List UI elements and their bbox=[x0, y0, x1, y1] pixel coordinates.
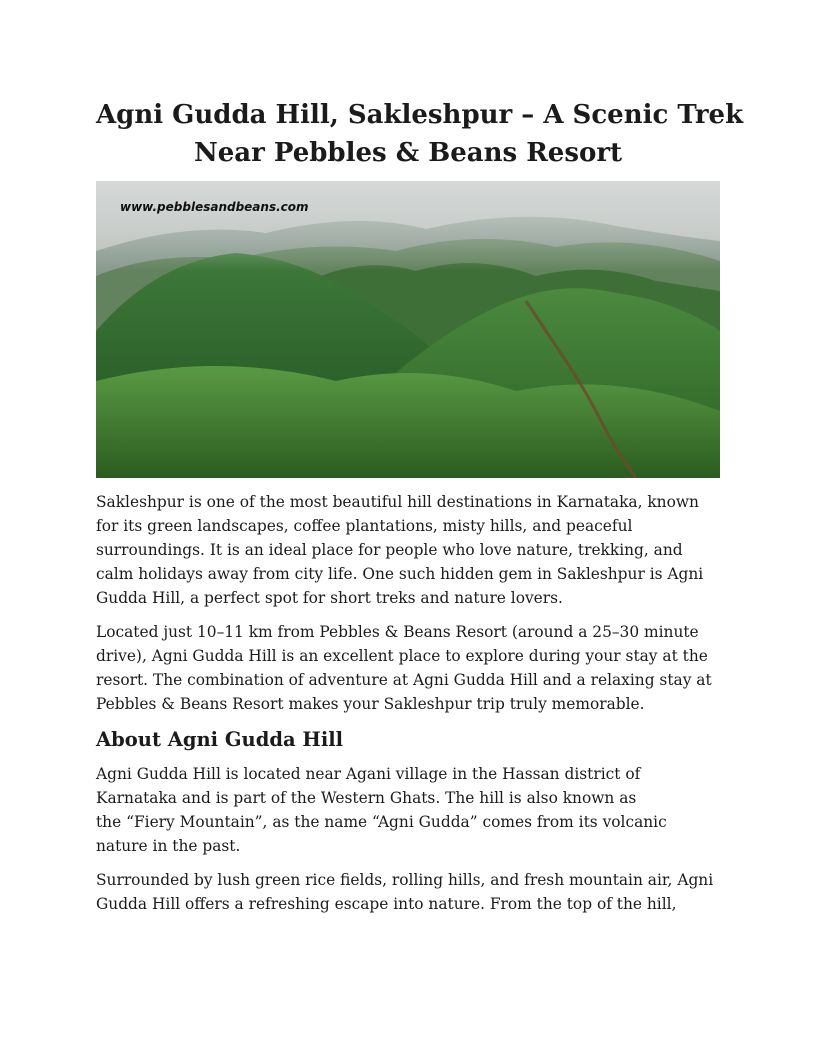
text-line: Surrounded by lush green rice fields, rolling hills, and fresh mountain air, Agni bbox=[96, 871, 714, 889]
text-line: drive), Agni Gudda Hill is an excellent place to explore during your stay at the bbox=[96, 647, 708, 665]
about-paragraph bbox=[96, 868, 720, 916]
text-line: nature in the past. bbox=[96, 837, 241, 855]
text-line: Agni Gudda Hill is located near Agani village in the Hassan district of bbox=[96, 765, 641, 783]
text-line: Karnataka and is part of the Western Ghats. The hill is also known as bbox=[96, 789, 637, 807]
title-line: Agni Gudda Hill, Sakleshpur – A Scenic Trek bbox=[96, 100, 744, 130]
about-paragraph bbox=[96, 762, 720, 858]
article-body bbox=[96, 490, 720, 926]
intro-paragraph bbox=[96, 490, 720, 610]
text-line: Located just 10–11 km from Pebbles & Beans Resort (around a 25–30 minute bbox=[96, 623, 699, 641]
hero-image bbox=[96, 181, 720, 478]
image-watermark: www.pebblesandbeans.com bbox=[120, 200, 309, 214]
text-line: Gudda Hill offers a refreshing escape into nature. From the top of the hill, bbox=[96, 895, 677, 913]
text-line: resort. The combination of adventure at Agni Gudda Hill and a relaxing stay at bbox=[96, 671, 712, 689]
intro-paragraph bbox=[96, 620, 720, 716]
text-line: Sakleshpur is one of the most beautiful hill destinations in Karnataka, known bbox=[96, 493, 699, 511]
page-title bbox=[96, 96, 744, 172]
text-line: the “Fiery Mountain”, as the name “Agni Gudda” comes from its volcanic bbox=[96, 813, 667, 831]
section-heading: About Agni Gudda Hill bbox=[96, 728, 344, 751]
text-line: Pebbles & Beans Resort makes your Sakleshpur trip truly memorable. bbox=[96, 695, 645, 713]
text-line: Gudda Hill, a perfect spot for short treks and nature lovers. bbox=[96, 589, 563, 607]
mountain-landscape-photo-icon bbox=[96, 181, 720, 478]
text-line: calm holidays away from city life. One such hidden gem in Sakleshpur is Agni bbox=[96, 565, 704, 583]
text-line: for its green landscapes, coffee plantations, misty hills, and peaceful bbox=[96, 517, 633, 535]
title-line: Near Pebbles & Beans Resort bbox=[193, 138, 623, 168]
text-line: surroundings. It is an ideal place for people who love nature, trekking, and bbox=[96, 541, 683, 559]
